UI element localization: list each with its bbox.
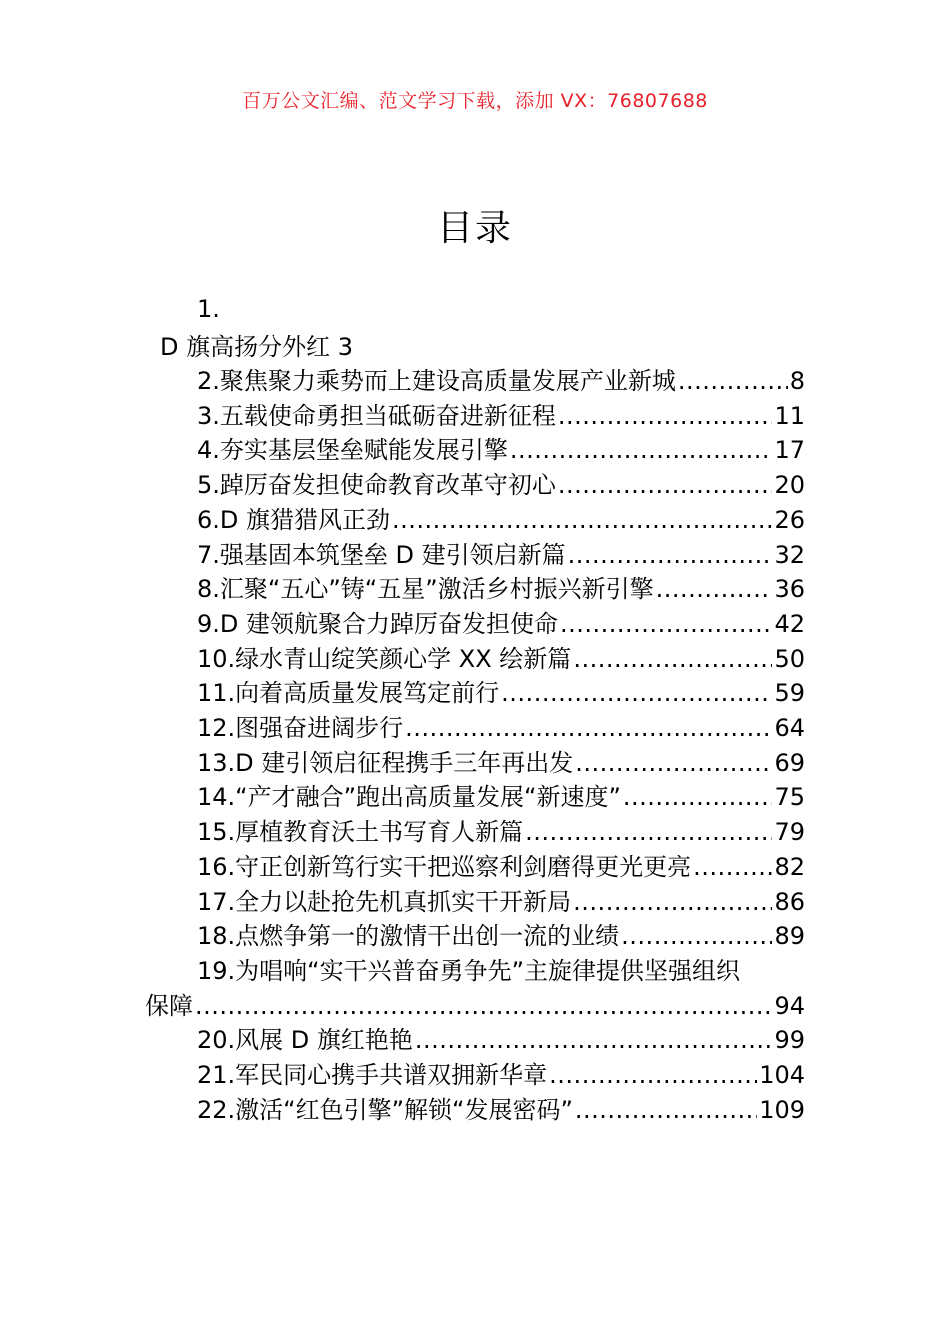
toc-page-number: 69 bbox=[774, 748, 805, 777]
header-note: 百万公文汇编、范文学习下载，添加 VX：76807688 bbox=[242, 90, 708, 112]
toc-leader-dots bbox=[549, 1058, 757, 1093]
toc-line bbox=[145, 989, 805, 1024]
toc-item-1-text: D 旗高扬分外红 3 bbox=[160, 333, 354, 361]
toc-leader-dots bbox=[568, 538, 773, 573]
toc-line bbox=[145, 954, 805, 989]
toc-leader-dots bbox=[195, 989, 772, 1024]
toc-entry[interactable] bbox=[145, 399, 805, 434]
toc-line bbox=[145, 780, 805, 815]
toc-page-number: 75 bbox=[774, 783, 805, 812]
toc-line bbox=[145, 1023, 805, 1058]
toc-line bbox=[145, 433, 805, 468]
toc-entry[interactable] bbox=[145, 711, 805, 746]
toc-entry-title: 11.向着高质量发展笃定前行 bbox=[197, 679, 500, 708]
toc-leader-dots bbox=[558, 468, 773, 503]
toc-leader-dots bbox=[415, 1023, 773, 1058]
toc-entry[interactable] bbox=[145, 850, 805, 885]
toc-page-number: 94 bbox=[774, 991, 805, 1020]
toc-entry[interactable] bbox=[145, 815, 805, 850]
toc-line bbox=[145, 468, 805, 503]
toc-page-number: 89 bbox=[774, 922, 805, 951]
toc-page-number: 104 bbox=[759, 1061, 805, 1090]
toc-leader-dots bbox=[560, 607, 772, 642]
toc-entry[interactable] bbox=[145, 607, 805, 642]
toc-entry[interactable] bbox=[145, 954, 805, 1023]
toc-entry-title: 21.军民同心携手共谱双拥新华章 bbox=[197, 1061, 548, 1090]
toc-line bbox=[145, 1058, 805, 1093]
page-title: 目录 bbox=[436, 208, 513, 249]
toc-entry[interactable] bbox=[145, 572, 805, 607]
toc-page-number: 17 bbox=[774, 436, 805, 465]
toc-line bbox=[145, 607, 805, 642]
table-of-contents bbox=[145, 364, 805, 1127]
toc-leader-dots bbox=[573, 642, 772, 677]
toc-entry-title: 9.D 建领航聚合力踔厉奋发担使命 bbox=[197, 609, 559, 638]
toc-line bbox=[145, 364, 805, 399]
toc-line bbox=[145, 850, 805, 885]
toc-page-number: 26 bbox=[774, 505, 805, 534]
toc-entry[interactable] bbox=[145, 433, 805, 468]
toc-page-number: 32 bbox=[774, 540, 805, 569]
toc-entry[interactable] bbox=[145, 1023, 805, 1058]
toc-leader-dots bbox=[392, 503, 772, 538]
toc-page-number: 99 bbox=[774, 1026, 805, 1055]
toc-entry[interactable] bbox=[145, 780, 805, 815]
toc-entry-title: 22.激活“红色引擎”解锁“发展密码” bbox=[197, 1095, 573, 1124]
toc-entry-title: 12.图强奋进阔步行 bbox=[197, 714, 404, 743]
toc-line bbox=[145, 572, 805, 607]
toc-entry-title: 19.为唱响“实干兴普奋勇争先”主旋律提供坚强组织 bbox=[197, 956, 741, 985]
toc-line bbox=[145, 642, 805, 677]
toc-line bbox=[145, 746, 805, 781]
toc-entry-title: 15.厚植教育沃土书写育人新篇 bbox=[197, 818, 524, 847]
toc-entry-title: 16.守正创新笃行实干把巡察利剑磨得更光更亮 bbox=[197, 852, 692, 881]
toc-entry[interactable] bbox=[145, 676, 805, 711]
toc-entry-title: 20.风展 D 旗红艳艳 bbox=[197, 1026, 413, 1055]
toc-line bbox=[145, 919, 805, 954]
toc-entry-title: 8.汇聚“五心”铸“五星”激活乡村振兴新引擎 bbox=[197, 575, 654, 604]
toc-leader-dots bbox=[575, 1093, 757, 1128]
toc-item-1-number: 1. bbox=[197, 295, 220, 323]
toc-page-number: 109 bbox=[759, 1095, 805, 1124]
toc-leader-dots bbox=[501, 676, 772, 711]
toc-entry[interactable] bbox=[145, 364, 805, 399]
toc-entry-title: 4.夯实基层堡垒赋能发展引擎 bbox=[197, 436, 508, 465]
toc-entry[interactable] bbox=[145, 1093, 805, 1128]
toc-entry[interactable] bbox=[145, 468, 805, 503]
toc-page-number: 11 bbox=[774, 401, 805, 430]
toc-line bbox=[145, 399, 805, 434]
toc-entry[interactable] bbox=[145, 919, 805, 954]
toc-leader-dots bbox=[525, 815, 772, 850]
toc-leader-dots bbox=[510, 433, 773, 468]
toc-entry-title: 5.踔厉奋发担使命教育改革守初心 bbox=[197, 471, 556, 500]
toc-leader-dots bbox=[558, 399, 773, 434]
toc-leader-dots bbox=[678, 364, 788, 399]
toc-page-number: 20 bbox=[774, 471, 805, 500]
toc-entry[interactable] bbox=[145, 503, 805, 538]
toc-leader-dots bbox=[405, 711, 772, 746]
toc-entry-title: 6.D 旗猎猎风正劲 bbox=[197, 505, 391, 534]
toc-line bbox=[145, 538, 805, 573]
toc-line bbox=[145, 885, 805, 920]
toc-page-number: 64 bbox=[774, 714, 805, 743]
toc-entry-title: 13.D 建引领启征程携手三年再出发 bbox=[197, 748, 574, 777]
toc-entry-title: 7.强基固本筑堡垒 D 建引领启新篇 bbox=[197, 540, 566, 569]
toc-page-number: 79 bbox=[774, 818, 805, 847]
toc-line bbox=[145, 503, 805, 538]
toc-entry-title: 10.绿水青山绽笑颜心学 XX 绘新篇 bbox=[197, 644, 572, 673]
toc-entry-title: 14.“产才融合”跑出高质量发展“新速度” bbox=[197, 783, 621, 812]
toc-entry[interactable] bbox=[145, 746, 805, 781]
toc-page-number: 8 bbox=[789, 367, 805, 395]
toc-leader-dots bbox=[621, 919, 772, 954]
toc-entry-title: 18.点燃争第一的激情干出创一流的业绩 bbox=[197, 922, 620, 951]
toc-entry-title: 17.全力以赴抢先机真抓实干开新局 bbox=[197, 887, 572, 916]
toc-page-number: 50 bbox=[774, 644, 805, 673]
toc-leader-dots bbox=[575, 746, 772, 781]
toc-entry[interactable] bbox=[145, 885, 805, 920]
toc-line bbox=[145, 711, 805, 746]
toc-entry-title: 3.五载使命勇担当砥砺奋进新征程 bbox=[197, 401, 556, 430]
toc-entry-title: 2.聚焦聚力乘势而上建设高质量发展产业新城 bbox=[197, 367, 676, 395]
toc-leader-dots bbox=[623, 780, 773, 815]
toc-leader-dots bbox=[573, 885, 772, 920]
toc-entry[interactable] bbox=[145, 1058, 805, 1093]
toc-leader-dots bbox=[656, 572, 773, 607]
toc-line bbox=[145, 815, 805, 850]
toc-entry[interactable] bbox=[145, 538, 805, 573]
toc-line bbox=[145, 676, 805, 711]
toc-entry[interactable] bbox=[145, 642, 805, 677]
toc-page-number: 36 bbox=[774, 575, 805, 604]
toc-page-number: 42 bbox=[774, 609, 805, 638]
toc-page-number: 86 bbox=[774, 887, 805, 916]
toc-entry-title: 保障 bbox=[145, 991, 193, 1020]
toc-leader-dots bbox=[693, 850, 772, 885]
toc-line bbox=[145, 1093, 805, 1128]
toc-page-number: 82 bbox=[774, 852, 805, 881]
toc-page-number: 59 bbox=[774, 679, 805, 708]
